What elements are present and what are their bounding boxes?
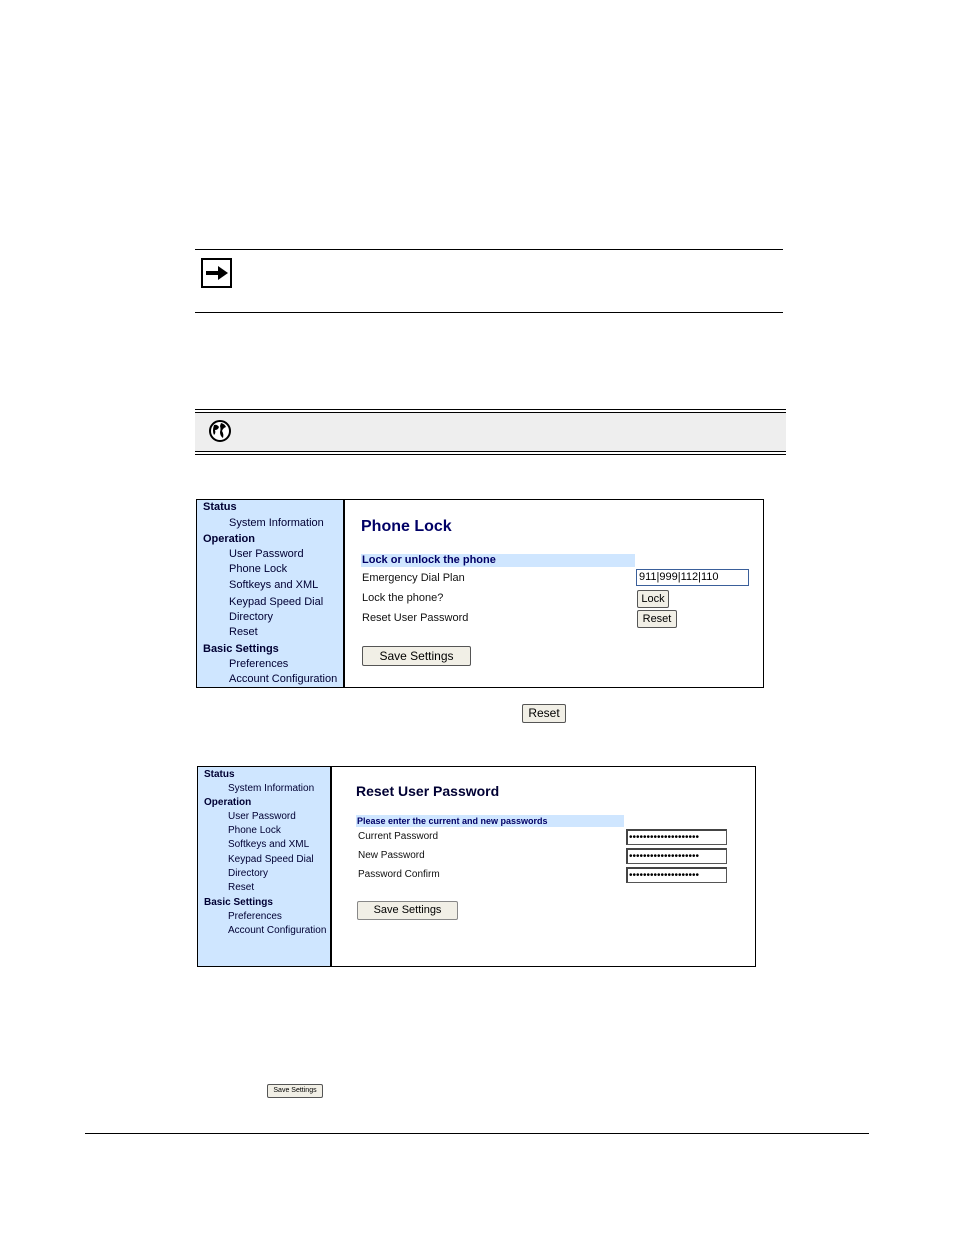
emergency-dial-plan-label: Emergency Dial Plan bbox=[362, 572, 465, 584]
reset-password-sidebar bbox=[198, 767, 332, 966]
sidebar-item-softkeys-and-xml[interactable]: Softkeys and XML bbox=[228, 839, 310, 850]
save-settings-button[interactable]: Save Settings bbox=[357, 901, 458, 920]
new-password-label: New Password bbox=[358, 850, 425, 861]
sidebar-item-directory[interactable]: Directory bbox=[229, 611, 274, 623]
password-confirm-input[interactable]: •••••••••••••••••••• bbox=[626, 867, 727, 883]
sidebar-heading-operation[interactable]: Operation bbox=[204, 797, 252, 808]
sidebar-item-system-information[interactable]: System Information bbox=[229, 517, 324, 529]
phone-lock-sidebar bbox=[197, 500, 345, 687]
note-top-rule bbox=[195, 249, 783, 250]
sidebar-item-preferences[interactable]: Preferences bbox=[229, 658, 289, 670]
globe-bottom-rule-2 bbox=[195, 454, 786, 455]
section-header: Lock or unlock the phone bbox=[361, 554, 635, 567]
password-confirm-label: Password Confirm bbox=[358, 869, 440, 880]
new-password-input[interactable]: •••••••••••••••••••• bbox=[626, 848, 727, 864]
current-password-input[interactable]: •••••••••••••••••••• bbox=[626, 829, 727, 845]
sidebar-heading-basic-settings[interactable]: Basic Settings bbox=[203, 643, 279, 655]
sidebar-item-phone-lock[interactable]: Phone Lock bbox=[228, 825, 281, 836]
section-header: Please enter the current and new passwords bbox=[356, 815, 624, 827]
inline-reset-button[interactable]: Reset bbox=[522, 704, 566, 723]
reset-button[interactable]: Reset bbox=[637, 610, 677, 628]
reset-user-password-label: Reset User Password bbox=[362, 612, 469, 624]
sidebar-item-reset[interactable]: Reset bbox=[229, 626, 258, 638]
sidebar-item-account-configuration[interactable]: Account Configuration bbox=[229, 673, 338, 685]
page-title: Reset User Password bbox=[356, 783, 500, 799]
footer-rule bbox=[85, 1133, 869, 1134]
sidebar-heading-status[interactable]: Status bbox=[204, 769, 235, 780]
globe-bottom-rule-1 bbox=[195, 451, 786, 452]
globe-icon bbox=[208, 419, 232, 443]
inline-save-settings-button[interactable]: Save Settings bbox=[267, 1084, 323, 1098]
sidebar-heading-operation[interactable]: Operation bbox=[203, 533, 255, 545]
sidebar-item-phone-lock[interactable]: Phone Lock bbox=[229, 563, 288, 575]
page-title: Phone Lock bbox=[361, 518, 452, 535]
sidebar-item-directory[interactable]: Directory bbox=[228, 868, 269, 879]
arrow-right-icon bbox=[201, 258, 232, 288]
sidebar-item-keypad-speed-dial[interactable]: Keypad Speed Dial bbox=[228, 854, 314, 865]
phone-lock-screenshot bbox=[196, 499, 764, 688]
lock-button[interactable]: Lock bbox=[637, 590, 669, 608]
sidebar-item-user-password[interactable]: User Password bbox=[228, 811, 296, 822]
current-password-label: Current Password bbox=[358, 831, 439, 842]
lock-phone-label: Lock the phone? bbox=[362, 592, 444, 604]
globe-top-rule-1 bbox=[195, 409, 786, 410]
globe-band bbox=[195, 413, 786, 451]
note-bottom-rule bbox=[195, 312, 783, 313]
sidebar-item-reset[interactable]: Reset bbox=[228, 882, 255, 893]
sidebar-item-system-information[interactable]: System Information bbox=[228, 783, 315, 794]
sidebar-item-keypad-speed-dial[interactable]: Keypad Speed Dial bbox=[229, 596, 324, 608]
reset-password-screenshot bbox=[197, 766, 756, 967]
sidebar-item-account-configuration[interactable]: Account Configuration bbox=[228, 925, 327, 936]
save-settings-button[interactable]: Save Settings bbox=[362, 646, 471, 666]
sidebar-item-preferences[interactable]: Preferences bbox=[228, 911, 282, 922]
sidebar-heading-basic-settings[interactable]: Basic Settings bbox=[204, 897, 273, 908]
sidebar-item-softkeys-and-xml[interactable]: Softkeys and XML bbox=[229, 579, 319, 591]
sidebar-item-user-password[interactable]: User Password bbox=[229, 548, 304, 560]
emergency-dial-plan-input[interactable]: 911|999|112|110 bbox=[636, 569, 749, 586]
sidebar-heading-status[interactable]: Status bbox=[203, 501, 237, 513]
